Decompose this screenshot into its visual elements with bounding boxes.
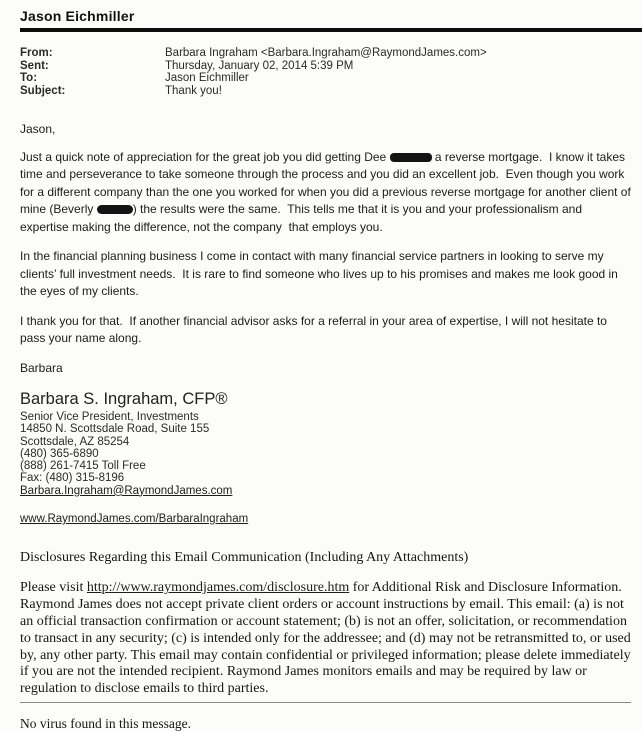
disclosures-section — [20, 549, 635, 698]
disclosure-url-link[interactable]: http://www.raymondjames.com/disclosure.htm — [86, 580, 350, 596]
footer-divider — [20, 702, 631, 703]
paragraph-1-text-a: Just a quick note of appreciation for the great job you did getting Dee — [20, 149, 390, 164]
paragraph-2: In the financial planning business I come in contact with many financial service partners in looking to serve my clients’ full investment needs. It is rare to find someone who lives up to his promises and makes me look good in the eyes of my clients. — [20, 249, 622, 298]
email-body — [20, 121, 634, 377]
signature-fax: Fax: (480) 315-8196 — [20, 472, 125, 485]
header-divider — [20, 28, 642, 32]
signature-email-link[interactable]: Barbara.Ingraham@RaymondJames.com — [20, 484, 233, 497]
signature-name: Barbara S. Ingraham, CFP® — [20, 390, 228, 408]
redacted-name-dee — [390, 153, 432, 162]
meta-row-sent — [20, 60, 630, 73]
signature-block — [20, 389, 630, 525]
subject-label: Subject: — [20, 84, 66, 97]
meta-row-subject — [20, 85, 630, 98]
signature-phone: (480) 365-6890 — [20, 447, 99, 460]
sent-label: Sent: — [20, 59, 49, 72]
virus-scan-note: No virus found in this message. — [20, 715, 191, 731]
disclosures-paragraph — [20, 580, 635, 698]
signature-website-link[interactable]: www.RaymondJames.com/BarbaraIngraham — [20, 513, 249, 526]
signature-address-line1: 14850 N. Scottsdale Road, Suite 155 — [20, 423, 210, 436]
paragraph-1-text-b: a reverse mortgage. I know it takes time and perseverance to take someone through the process and you did an excellent job. Even though you work for a different company than the one you worked for when you did a previous reverse mortgage for another client of mine (Beverly — [20, 149, 635, 216]
disclosures-text-b: for Additional Risk and Disclosure Information. Raymond James does not accept private client orders or account instructions by email. This email: (a) is not an official transaction confirmation or account statement; (b) is not an offer, solicitation, or recommendation to transact in any security; (c) is intended only for the addressee; and (d) may not be retransmitted to, or used by, any other party. This email may contain confidential or privileged information; please delete immediately if you are not the intended recipient. Raymond James monitors emails and may be required by law or regulation to disclose emails to third parties. — [20, 580, 635, 697]
signature-address-line2: Scottsdale, AZ 85254 — [20, 435, 130, 448]
from-value: Barbara Ingraham <Barbara.Ingraham@RaymondJames.com> — [165, 47, 487, 59]
recipient-banner: Jason Eichmiller — [20, 8, 135, 24]
from-label: From: — [20, 47, 53, 59]
subject-value: Thank you! — [165, 84, 222, 97]
paragraph-1 — [20, 149, 634, 237]
disclosures-text-a: Please visit — [20, 580, 87, 596]
disclosures-heading: Disclosures Regarding this Email Communication (Including Any Attachments) — [20, 550, 469, 566]
greeting: Jason, — [20, 122, 56, 136]
paragraph-1-text-c: ) the results were the same. This tells me that it is you and your professionalism and expertise making the difference, not the company that employs you. — [20, 202, 586, 234]
sent-value: Thursday, January 02, 2014 5:39 PM — [165, 59, 354, 72]
email-meta — [20, 47, 630, 97]
meta-row-from — [20, 47, 630, 60]
signature-title: Senior Vice President, Investments — [20, 411, 199, 423]
signoff: Barbara — [20, 360, 63, 375]
paragraph-3: I thank you for that. If another financial advisor asks for a referral in your area of expertise, I will not hesitate to pass your name along. — [20, 313, 611, 345]
signature-toll-free: (888) 261-7415 Toll Free — [20, 460, 146, 473]
redacted-name-beverly — [97, 205, 133, 214]
meta-row-to — [20, 72, 630, 85]
to-label: To: — [20, 72, 38, 84]
to-value: Jason Eichmiller — [165, 72, 249, 84]
